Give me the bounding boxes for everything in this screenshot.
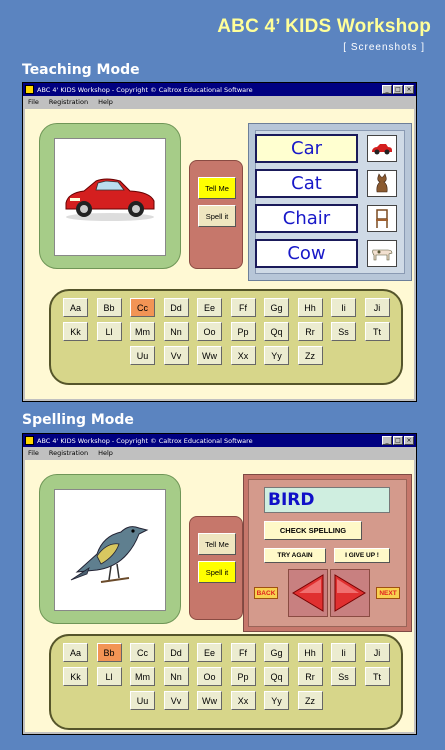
letter-key-xx[interactable]: Xx — [231, 346, 256, 365]
letter-key-zz[interactable]: Zz — [298, 346, 323, 365]
letter-key-hh[interactable]: Hh — [298, 298, 323, 317]
letter-key-kk[interactable]: Kk — [63, 322, 88, 341]
page-title: ABC 4’ KIDS Workshop — [217, 16, 431, 37]
menu-help[interactable]: Help — [98, 97, 113, 106]
menu-file[interactable]: File — [28, 448, 39, 457]
chair-icon[interactable] — [367, 205, 397, 232]
letter-key-ff[interactable]: Ff — [231, 298, 256, 317]
word-button[interactable]: Cat — [255, 169, 358, 198]
window-titlebar[interactable] — [23, 434, 416, 447]
letter-key-nn[interactable]: Nn — [164, 322, 189, 341]
letter-key-mm[interactable]: Mm — [130, 667, 155, 686]
next-arrow-button[interactable] — [330, 569, 370, 617]
close-button[interactable]: × — [404, 85, 414, 94]
letter-key-pp[interactable]: Pp — [231, 667, 256, 686]
word-button[interactable]: Chair — [255, 204, 358, 233]
menu-bar — [23, 447, 416, 458]
car-icon[interactable] — [367, 135, 397, 162]
letter-key-ji[interactable]: Ji — [365, 298, 390, 317]
teaching-client-area — [25, 109, 414, 399]
letter-key-ww[interactable]: Ww — [197, 691, 222, 710]
spelling-input[interactable]: BIRD — [264, 487, 390, 513]
letter-key-cc[interactable]: Cc — [130, 643, 155, 662]
letter-key-qq[interactable]: Qq — [264, 322, 289, 341]
letter-key-vv[interactable]: Vv — [164, 691, 189, 710]
word-row — [255, 204, 403, 233]
letter-key-ii[interactable]: Ii — [331, 298, 356, 317]
word-button[interactable]: Cow — [255, 239, 358, 268]
right-arrow-icon — [333, 573, 367, 613]
word-row — [255, 169, 403, 198]
letter-key-pp[interactable]: Pp — [231, 322, 256, 341]
window-titlebar[interactable] — [23, 83, 416, 96]
back-button[interactable]: BACK — [254, 587, 278, 599]
menu-file[interactable]: File — [28, 97, 39, 106]
cat-icon[interactable] — [367, 170, 397, 197]
letter-key-ll[interactable]: Ll — [97, 322, 122, 341]
letter-key-ff[interactable]: Ff — [231, 643, 256, 662]
back-arrow-button[interactable] — [288, 569, 328, 617]
letter-key-aa[interactable]: Aa — [63, 643, 88, 662]
letter-key-ee[interactable]: Ee — [197, 643, 222, 662]
minimize-button[interactable]: _ — [382, 85, 392, 94]
window-title: ABC 4' KIDS Workshop - Copyright © Caltrox Educational Software — [37, 85, 253, 94]
app-icon — [25, 436, 34, 445]
next-button[interactable]: NEXT — [376, 587, 400, 599]
tell-me-button[interactable]: Tell Me — [198, 177, 236, 199]
letter-key-oo[interactable]: Oo — [197, 322, 222, 341]
alphabet-panel — [49, 634, 403, 730]
letter-key-kk[interactable]: Kk — [63, 667, 88, 686]
word-list-panel — [248, 123, 412, 281]
left-arrow-icon — [291, 573, 325, 613]
maximize-button[interactable]: □ — [393, 436, 403, 445]
letter-key-dd[interactable]: Dd — [164, 643, 189, 662]
tell-me-button[interactable]: Tell Me — [198, 533, 236, 555]
app-icon — [25, 85, 34, 94]
alphabet-panel — [49, 289, 403, 385]
letter-key-ss[interactable]: Ss — [331, 322, 356, 341]
spell-it-button[interactable]: Spell it — [198, 561, 236, 583]
cow-icon[interactable] — [367, 240, 397, 267]
letter-key-oo[interactable]: Oo — [197, 667, 222, 686]
car-picture — [54, 138, 166, 256]
spelling-client-area — [25, 460, 414, 732]
teaching-window — [22, 82, 417, 402]
menu-help[interactable]: Help — [98, 448, 113, 457]
letter-key-bb[interactable]: Bb — [97, 298, 122, 317]
page-subtitle: [ Screenshots ] — [343, 42, 425, 53]
letter-key-ee[interactable]: Ee — [197, 298, 222, 317]
letter-key-qq[interactable]: Qq — [264, 667, 289, 686]
side-button-panel — [189, 516, 243, 620]
letter-key-uu[interactable]: Uu — [130, 346, 155, 365]
spell-it-button[interactable]: Spell it — [198, 205, 236, 227]
letter-key-ji[interactable]: Ji — [365, 643, 390, 662]
minimize-button[interactable]: _ — [382, 436, 392, 445]
letter-key-mm[interactable]: Mm — [130, 322, 155, 341]
letter-key-tt[interactable]: Tt — [365, 667, 390, 686]
letter-key-cc[interactable]: Cc — [130, 298, 155, 317]
spelling-mode-heading: Spelling Mode — [22, 412, 134, 428]
spelling-panel — [243, 474, 412, 632]
letter-key-rr[interactable]: Rr — [298, 322, 323, 341]
menu-registration[interactable]: Registration — [48, 448, 89, 457]
give-up-button[interactable]: I GIVE UP ! — [334, 548, 390, 563]
maximize-button[interactable]: □ — [393, 85, 403, 94]
letter-key-dd[interactable]: Dd — [164, 298, 189, 317]
letter-key-ll[interactable]: Ll — [97, 667, 122, 686]
car-icon — [62, 171, 158, 223]
letter-key-yy[interactable]: Yy — [264, 691, 289, 710]
letter-key-gg[interactable]: Gg — [264, 298, 289, 317]
letter-key-uu[interactable]: Uu — [130, 691, 155, 710]
word-button[interactable]: Car — [255, 134, 358, 163]
letter-key-vv[interactable]: Vv — [164, 346, 189, 365]
picture-panel — [39, 474, 181, 624]
check-spelling-button[interactable]: CHECK SPELLING — [264, 521, 362, 540]
picture-panel — [39, 123, 181, 269]
letter-key-aa[interactable]: Aa — [63, 298, 88, 317]
letter-key-zz[interactable]: Zz — [298, 691, 323, 710]
letter-key-bb[interactable]: Bb — [97, 643, 122, 662]
letter-key-rr[interactable]: Rr — [298, 667, 323, 686]
letter-key-yy[interactable]: Yy — [264, 346, 289, 365]
menu-bar — [23, 96, 416, 107]
teaching-mode-heading: Teaching Mode — [22, 62, 140, 78]
letter-key-gg[interactable]: Gg — [264, 643, 289, 662]
word-row — [255, 134, 403, 163]
letter-key-tt[interactable]: Tt — [365, 322, 390, 341]
letter-key-nn[interactable]: Nn — [164, 667, 189, 686]
try-again-button[interactable]: TRY AGAIN — [264, 548, 326, 563]
letter-key-hh[interactable]: Hh — [298, 643, 323, 662]
spelling-window — [22, 433, 417, 735]
letter-key-ww[interactable]: Ww — [197, 346, 222, 365]
close-button[interactable]: × — [404, 436, 414, 445]
window-title: ABC 4' KIDS Workshop - Copyright © Caltrox Educational Software — [37, 436, 253, 445]
letter-key-ss[interactable]: Ss — [331, 667, 356, 686]
letter-key-xx[interactable]: Xx — [231, 691, 256, 710]
menu-registration[interactable]: Registration — [48, 97, 89, 106]
side-button-panel — [189, 160, 243, 269]
letter-key-ii[interactable]: Ii — [331, 643, 356, 662]
bird-icon — [67, 510, 153, 590]
bird-picture — [54, 489, 166, 611]
word-row — [255, 239, 403, 268]
